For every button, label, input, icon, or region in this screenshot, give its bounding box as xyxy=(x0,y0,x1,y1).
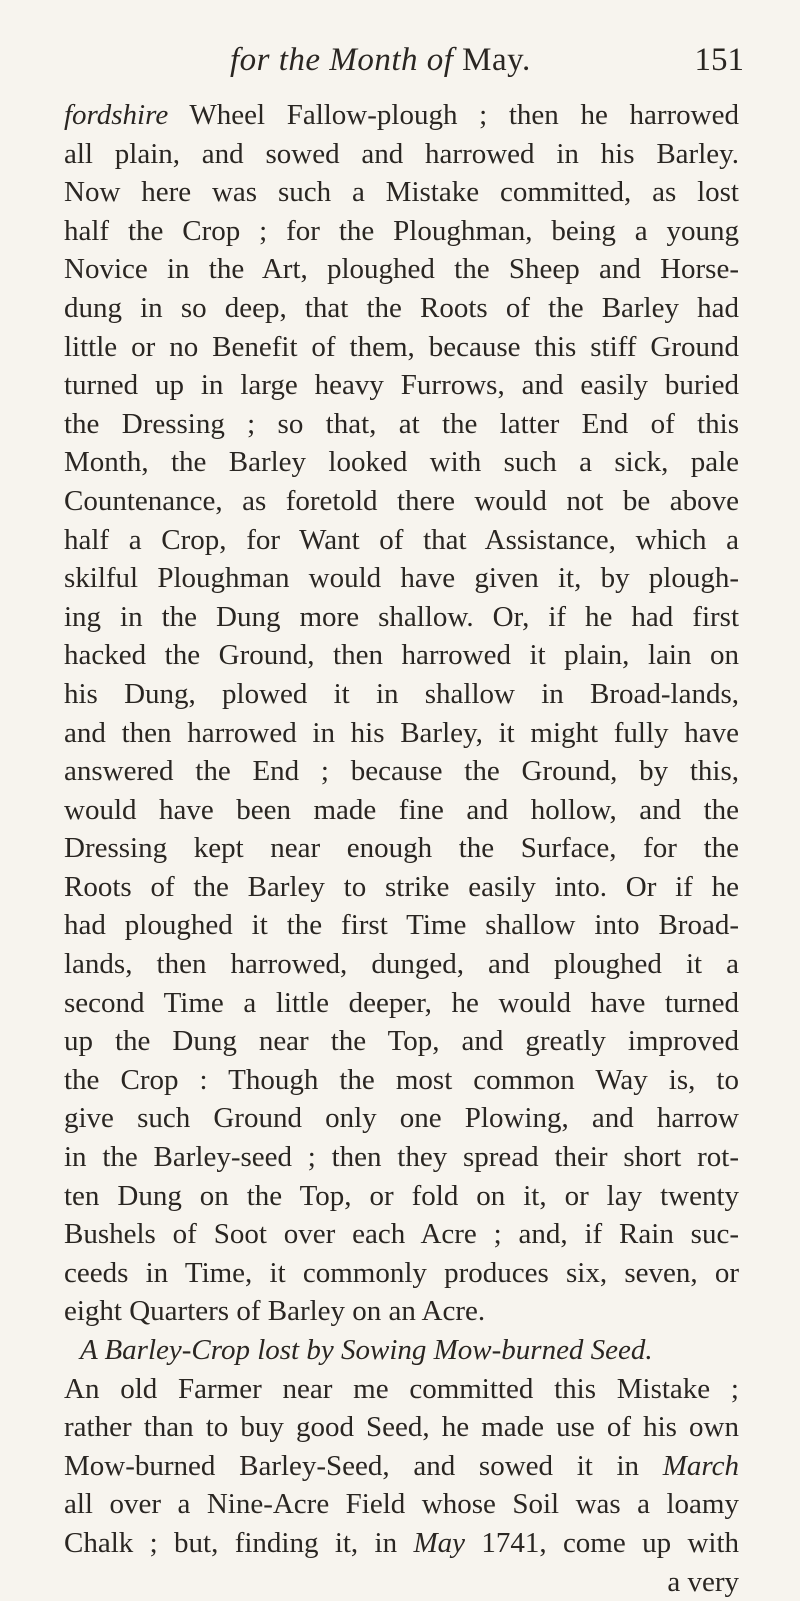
text-line: hacked the Ground, then harrowed it plain, lain on xyxy=(64,639,739,672)
catchword: a very xyxy=(667,1565,739,1598)
running-head-month: May. xyxy=(462,42,531,78)
text-line: lands, then harrowed, dunged, and ploughed it a xyxy=(64,948,739,981)
text-line: give such Ground only one Plowing, and harrow xyxy=(64,1102,739,1135)
text-line: had ploughed it the first Time shallow into Broad- xyxy=(64,909,739,942)
text-line-italic: March xyxy=(662,1449,739,1482)
section-heading: A Barley-Crop lost by Sowing Mow-burned Seed. xyxy=(80,1334,653,1366)
text-line xyxy=(64,1447,739,1486)
text-line: turned up in large heavy Furrows, and easily buried xyxy=(64,369,739,402)
text-line: his Dung, plowed it in shallow in Broad-lands, xyxy=(64,677,739,710)
body-text xyxy=(64,96,739,1601)
text-line: all over a Nine-Acre Field whose Soil was a loamy xyxy=(64,1488,739,1521)
text-line: all plain, and sowed and harrowed in his Barley. xyxy=(64,137,739,170)
running-head-prefix: for the Month of xyxy=(230,42,454,78)
text-line: second Time a little deeper, he would have turned xyxy=(64,986,739,1019)
text-line: Month, the Barley looked with such a sick, pale xyxy=(64,446,739,479)
text-line-rest: Mow-burned Barley-Seed, and sowed it in xyxy=(64,1449,663,1482)
text-line-rest: 1741, come up with xyxy=(464,1526,739,1559)
text-line: the Crop : Though the most common Way is, to xyxy=(64,1063,739,1096)
text-line: ing in the Dung more shallow. Or, if he had first xyxy=(64,600,739,633)
text-line: little or no Benefit of them, because this stiff Ground xyxy=(64,330,739,363)
text-line: skilful Ploughman would have given it, by plough- xyxy=(64,562,739,595)
text-line: dung in so deep, that the Roots of the Barley had xyxy=(64,291,739,324)
text-line-italic: May xyxy=(413,1526,465,1559)
text-line: Now here was such a Mistake committed, as lost xyxy=(64,176,739,209)
text-line: rather than to buy good Seed, he made use of his own xyxy=(64,1411,739,1444)
text-line: Dressing kept near enough the Surface, for the xyxy=(64,832,739,865)
text-line: answered the End ; because the Ground, by this, xyxy=(64,755,739,788)
running-head xyxy=(230,42,690,79)
text-line: ceeds in Time, it commonly produces six, seven, or xyxy=(64,1256,739,1289)
text-line: eight Quarters of Barley on an Acre. xyxy=(64,1295,486,1328)
text-line: Novice in the Art, ploughed the Sheep and Horse- xyxy=(64,253,739,286)
text-line-rest: Wheel Fallow-plough ; then he harrowed xyxy=(168,99,739,131)
text-line xyxy=(64,96,739,135)
text-line-italic: fordshire xyxy=(64,99,169,131)
text-line: half a Crop, for Want of that Assistance, which a xyxy=(64,523,739,556)
text-line: up the Dung near the Top, and greatly improved xyxy=(64,1025,739,1058)
text-line xyxy=(64,1524,739,1563)
page-number: 151 xyxy=(694,42,744,78)
text-line: half the Crop ; for the Ploughman, being a young xyxy=(64,214,739,247)
text-line: the Dressing ; so that, at the latter End of this xyxy=(64,407,739,440)
text-line: ten Dung on the Top, or fold on it, or lay twenty xyxy=(64,1179,739,1212)
text-line: would have been made fine and hollow, and the xyxy=(64,793,739,826)
text-line-rest: Chalk ; but, finding it, in xyxy=(64,1526,414,1559)
text-line: An old Farmer near me committed this Mistake ; xyxy=(64,1372,739,1405)
text-line: Roots of the Barley to strike easily into. Or if he xyxy=(64,870,739,903)
text-line: Bushels of Soot over each Acre ; and, if Rain suc- xyxy=(64,1218,739,1251)
text-line: Countenance, as foretold there would not be above xyxy=(64,484,739,517)
text-line: and then harrowed in his Barley, it might fully have xyxy=(64,716,739,749)
text-line: in the Barley-seed ; then they spread their short rot- xyxy=(64,1141,739,1174)
